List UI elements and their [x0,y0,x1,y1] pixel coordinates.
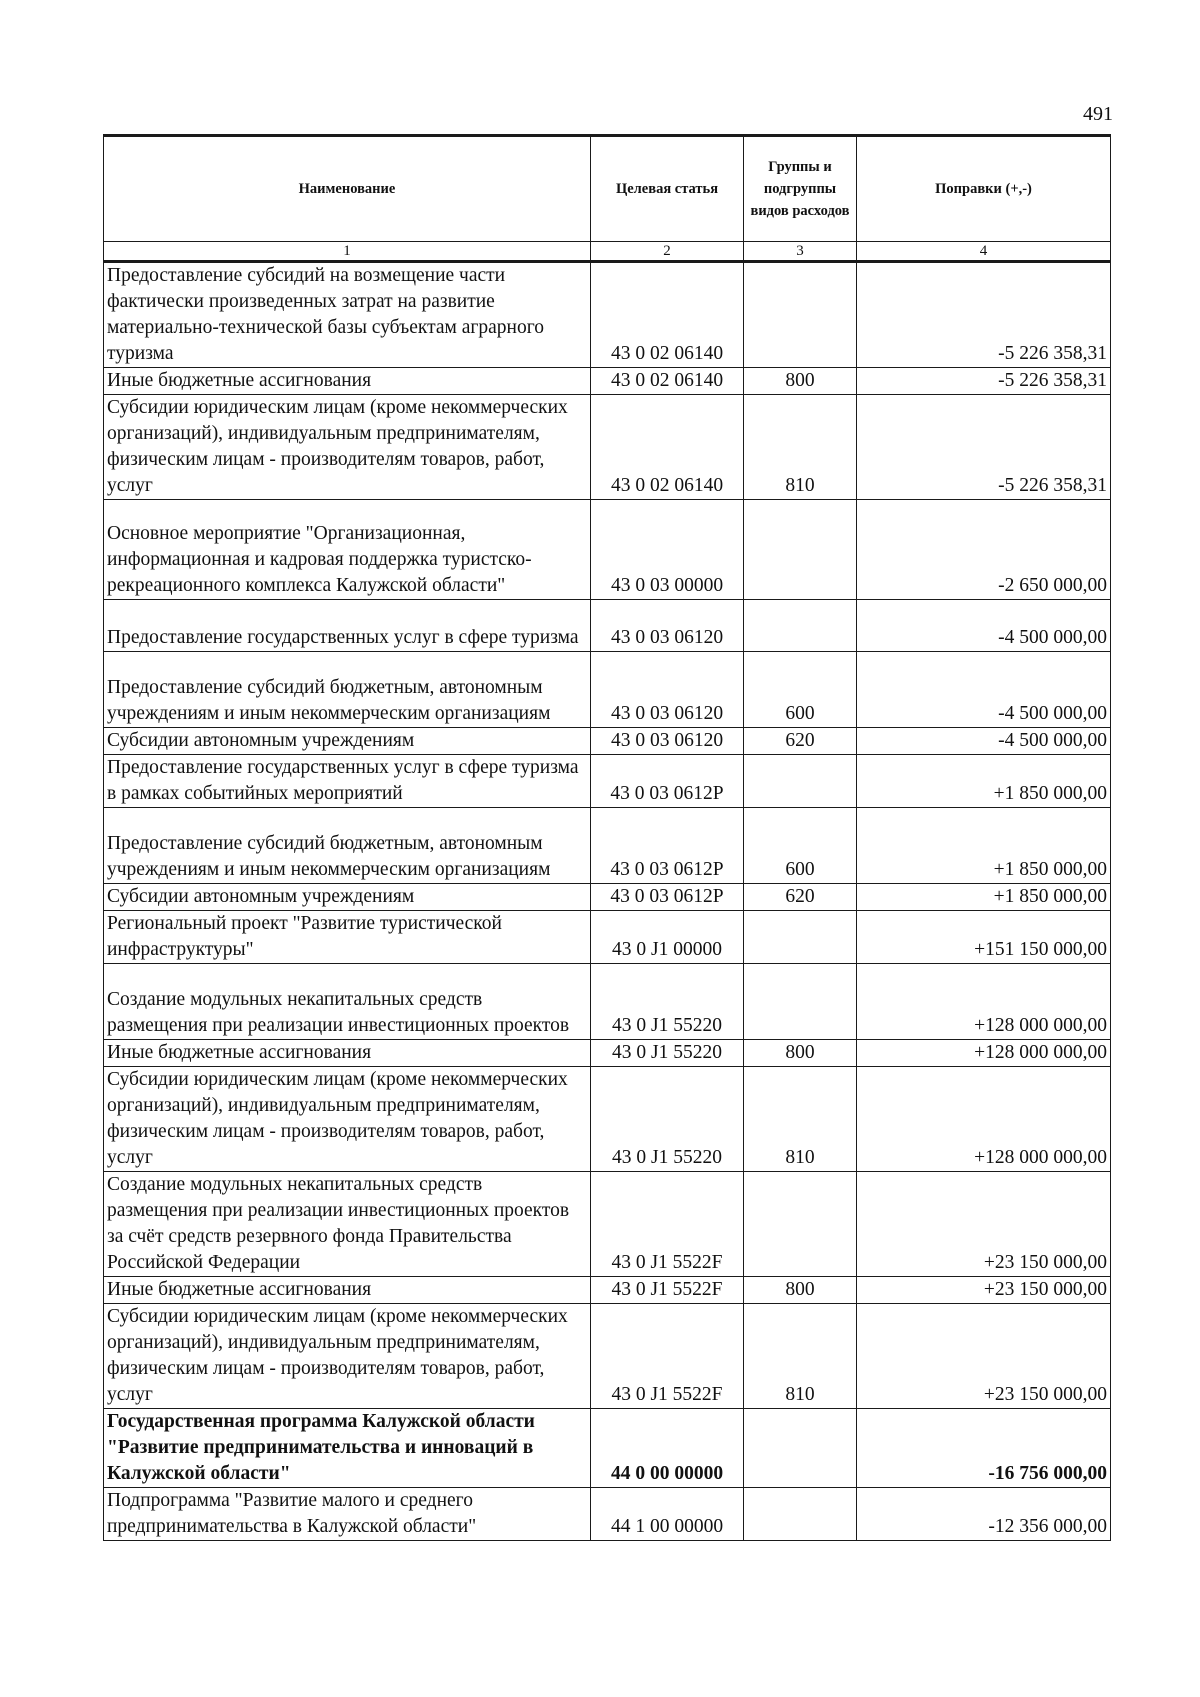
table-row [104,755,1111,808]
row-amendment-cell: -12 356 000,00 [857,1488,1111,1541]
row-amendment-cell: +1 850 000,00 [857,808,1111,884]
row-expense-group-cell [744,755,857,808]
row-expense-group-cell: 800 [744,1040,857,1067]
row-expense-group-cell [744,262,857,368]
row-amendment-cell: +128 000 000,00 [857,1040,1111,1067]
row-target-article-cell: 43 0 J1 5522F [591,1277,744,1304]
table-header-row [104,136,1111,242]
row-expense-group-cell: 600 [744,652,857,728]
row-expense-group-cell [744,911,857,964]
row-expense-group-cell: 620 [744,884,857,911]
row-name-cell: Предоставление субсидий на возмещение части фактически произведенных затрат на развитие материально-технической базы субъектам аграрного туризма [104,262,591,368]
row-amendment-cell: -2 650 000,00 [857,500,1111,600]
header-name: Наименование [104,136,591,242]
row-name-cell: Иные бюджетные ассигнования [104,1040,591,1067]
row-name-cell: Иные бюджетные ассигнования [104,368,591,395]
table-row [104,1409,1111,1488]
row-expense-group-cell: 620 [744,728,857,755]
row-expense-group-cell: 810 [744,1304,857,1409]
table-row [104,911,1111,964]
column-number: 2 [591,242,744,262]
header-expense-groups: Группы и подгруппы видов расходов [744,136,857,242]
row-expense-group-cell: 600 [744,808,857,884]
row-target-article-cell: 43 0 J1 00000 [591,911,744,964]
column-number: 1 [104,242,591,262]
table-row [104,262,1111,368]
row-target-article-cell: 43 0 03 06120 [591,652,744,728]
row-target-article-cell: 43 0 J1 5522F [591,1172,744,1277]
row-expense-group-cell [744,964,857,1040]
row-target-article-cell: 43 0 03 0612P [591,884,744,911]
row-name-cell: Предоставление государственных услуг в сфере туризма [104,600,591,652]
row-expense-group-cell [744,1172,857,1277]
table-row [104,1172,1111,1277]
row-amendment-cell: +1 850 000,00 [857,884,1111,911]
row-name-cell: Предоставление субсидий бюджетным, автономным учреждениям и иным некоммерческим организациям [104,808,591,884]
row-target-article-cell: 43 0 03 0612P [591,808,744,884]
row-target-article-cell: 43 0 J1 55220 [591,1067,744,1172]
page-number: 491 [1083,103,1113,125]
row-amendment-cell: +128 000 000,00 [857,964,1111,1040]
row-expense-group-cell [744,500,857,600]
row-target-article-cell: 44 0 00 00000 [591,1409,744,1488]
table-row [104,1488,1111,1541]
row-expense-group-cell: 810 [744,395,857,500]
row-name-cell: Субсидии юридическим лицам (кроме некоммерческих организаций), индивидуальным предпринимателям, физическим лицам - производителям товаров, работ, услуг [104,1067,591,1172]
table-row [104,395,1111,500]
column-number: 3 [744,242,857,262]
table-row [104,884,1111,911]
row-name-cell: Создание модульных некапитальных средств размещения при реализации инвестиционных проектов за счёт средств резервного фонда Правительства Российской Федерации [104,1172,591,1277]
row-expense-group-cell [744,1488,857,1541]
row-amendment-cell: -16 756 000,00 [857,1409,1111,1488]
row-name-cell: Региональный проект "Развитие туристической инфраструктуры" [104,911,591,964]
row-target-article-cell: 43 0 02 06140 [591,368,744,395]
row-target-article-cell: 43 0 03 06120 [591,728,744,755]
row-name-cell: Подпрограмма "Развитие малого и среднего предпринимательства в Калужской области" [104,1488,591,1541]
table-row [104,652,1111,728]
row-name-cell: Субсидии юридическим лицам (кроме некоммерческих организаций), индивидуальным предпринимателям, физическим лицам - производителям товаров, работ, услуг [104,395,591,500]
row-amendment-cell: +23 150 000,00 [857,1172,1111,1277]
table-row [104,368,1111,395]
table-body [104,262,1111,1541]
row-target-article-cell: 43 0 03 00000 [591,500,744,600]
table-row [104,964,1111,1040]
row-target-article-cell: 43 0 03 06120 [591,600,744,652]
row-target-article-cell: 43 0 J1 5522F [591,1304,744,1409]
row-amendment-cell: -4 500 000,00 [857,600,1111,652]
table-row [104,1277,1111,1304]
row-target-article-cell: 44 1 00 00000 [591,1488,744,1541]
row-amendment-cell: -5 226 358,31 [857,395,1111,500]
row-amendment-cell: +151 150 000,00 [857,911,1111,964]
table-row [104,1040,1111,1067]
row-target-article-cell: 43 0 J1 55220 [591,964,744,1040]
budget-amendments-table [103,134,1111,1541]
row-name-cell: Основное мероприятие "Организационная, информационная и кадровая поддержка туристско-рекреационного комплекса Калужской области" [104,500,591,600]
header-target-article: Целевая статья [591,136,744,242]
column-number-row [104,242,1111,262]
row-expense-group-cell: 810 [744,1067,857,1172]
table-row [104,500,1111,600]
row-expense-group-cell [744,600,857,652]
row-amendment-cell: -4 500 000,00 [857,652,1111,728]
header-amendments: Поправки (+,-) [857,136,1111,242]
row-target-article-cell: 43 0 J1 55220 [591,1040,744,1067]
row-target-article-cell: 43 0 03 0612P [591,755,744,808]
table-row [104,808,1111,884]
row-amendment-cell: +1 850 000,00 [857,755,1111,808]
row-amendment-cell: -5 226 358,31 [857,262,1111,368]
row-name-cell: Государственная программа Калужской области "Развитие предпринимательства и инноваций в Калужской области" [104,1409,591,1488]
row-amendment-cell: +23 150 000,00 [857,1304,1111,1409]
row-name-cell: Субсидии юридическим лицам (кроме некоммерческих организаций), индивидуальным предпринимателям, физическим лицам - производителям товаров, работ, услуг [104,1304,591,1409]
row-amendment-cell: +23 150 000,00 [857,1277,1111,1304]
table-row [104,728,1111,755]
row-name-cell: Субсидии автономным учреждениям [104,728,591,755]
table-row [104,1067,1111,1172]
row-amendment-cell: -4 500 000,00 [857,728,1111,755]
row-name-cell: Предоставление субсидий бюджетным, автономным учреждениям и иным некоммерческим организациям [104,652,591,728]
column-number: 4 [857,242,1111,262]
row-target-article-cell: 43 0 02 06140 [591,262,744,368]
row-name-cell: Создание модульных некапитальных средств размещения при реализации инвестиционных проектов [104,964,591,1040]
row-amendment-cell: +128 000 000,00 [857,1067,1111,1172]
row-expense-group-cell [744,1409,857,1488]
table-row [104,1304,1111,1409]
row-name-cell: Предоставление государственных услуг в сфере туризма в рамках событийных мероприятий [104,755,591,808]
row-expense-group-cell: 800 [744,1277,857,1304]
row-amendment-cell: -5 226 358,31 [857,368,1111,395]
row-name-cell: Иные бюджетные ассигнования [104,1277,591,1304]
table-row [104,600,1111,652]
row-expense-group-cell: 800 [744,368,857,395]
row-target-article-cell: 43 0 02 06140 [591,395,744,500]
row-name-cell: Субсидии автономным учреждениям [104,884,591,911]
